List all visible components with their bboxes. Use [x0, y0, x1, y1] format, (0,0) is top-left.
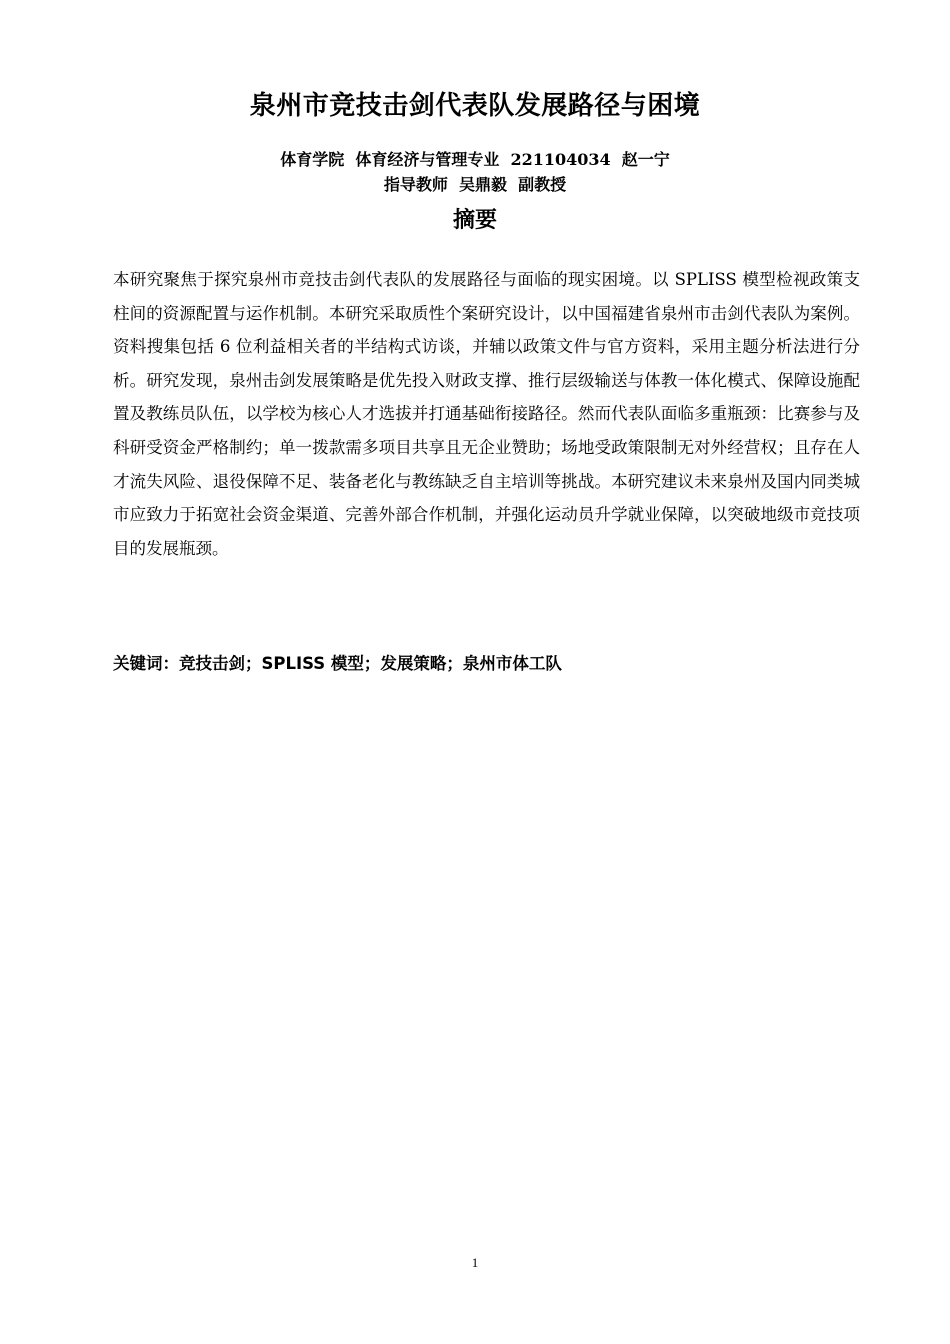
page-number: 1	[471, 1255, 479, 1270]
advisor-info: 指导教师 吴鼎毅 副教授	[383, 175, 567, 194]
abstract-heading: 摘要	[452, 208, 497, 233]
abstract-body: 本研究聚焦于探究泉州市竞技击剑代表队的发展路径与面临的现实困境。以 SPLISS 模型检视政策支柱间的资源配置与运作机制。本研究采取质性个案研究设计，以中国福建省泉州市击剑代表队为案例。资料搜集包括 6 位利益相关者的半结构式访谈，并辅以政策文件与官方资料，采用主题分析法进行分析。研究发现，泉州击剑发展策略是优先投入财政支撑、推行层级输送与体教一体化模式、保障设施配置及教练员队伍，以学校为核心人才选拔并打通基础衔接路径。然而代表队面临多重瓶颈：比赛参与及科研受资金严格制约；单一拨款需多项目共享且无企业赞助；场地受政策限制无对外经营权；且存在人才流失风险、退役保障不足、装备老化与教练缺乏自主培训等挑战。本研究建议未来泉州及国内同类城市应致力于拓宽社会资金渠道、完善外部合作机制，并强化运动员升学就业保障，以突破地级市竞技项目的发展瓶颈。	[113, 270, 860, 558]
author-info: 体育学院 体育经济与管理专业 221104034 赵一宁	[280, 150, 670, 169]
paper-title: 泉州市竞技击剑代表队发展路径与困境	[249, 91, 701, 121]
keywords-line: 关键词：竞技击剑；SPLISS 模型；发展策略；泉州市体工队	[113, 654, 562, 673]
